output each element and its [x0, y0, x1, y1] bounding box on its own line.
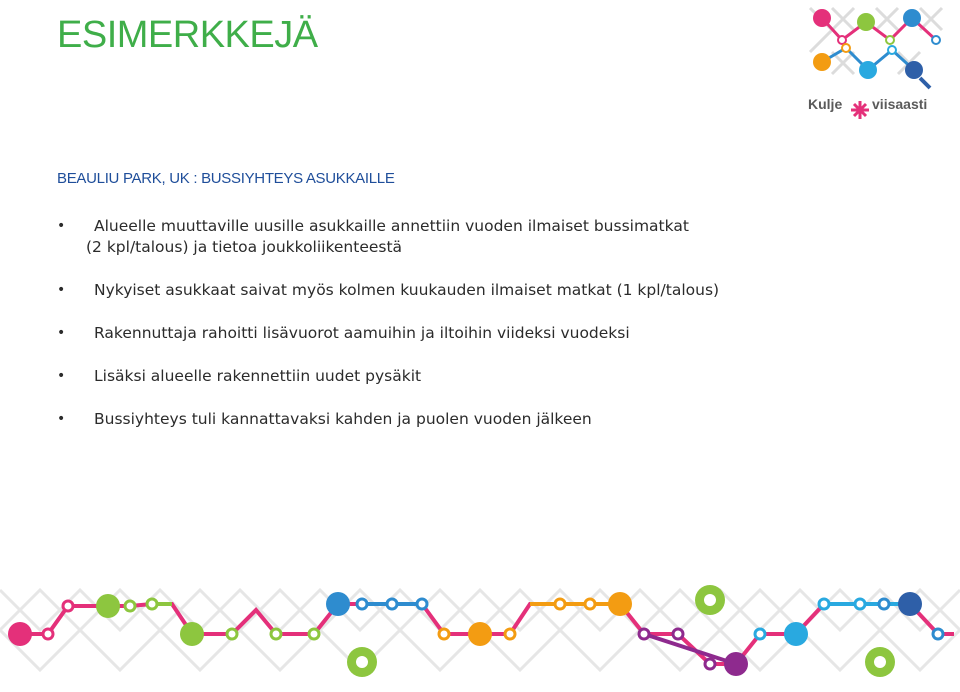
logo-word-viisaasti: viisaasti: [872, 96, 928, 112]
list-item-text: Bussiyhteys tuli kannattavaksi kahden ja puolen vuoden jälkeen: [94, 410, 592, 428]
page-subtitle: BEAULIU PARK, UK : BUSSIYHTEYS ASUKKAILLE: [57, 170, 395, 187]
logo-wordmark: [808, 96, 927, 112]
bullet-marker: •: [57, 411, 66, 427]
list-item-text: Nykyiset asukkaat saivat myös kolmen kuukauden ilmaiset matkat (1 kpl/talous): [94, 281, 720, 299]
train-icon: [468, 622, 492, 646]
metro-icon: [784, 622, 808, 646]
logo-word-kulje: Kulje: [808, 96, 843, 112]
list-item-text-continued: (2 kpl/talous) ja tietoa joukkoliikenteestä: [86, 238, 403, 256]
bus-icon: [903, 9, 921, 27]
list-item: [57, 409, 777, 430]
car-icon: [905, 61, 923, 79]
list-item: [57, 216, 777, 258]
car-icon: [898, 592, 922, 616]
pedestrian-icon: [813, 9, 831, 27]
ship-icon: [326, 592, 350, 616]
bullet-marker: •: [57, 368, 66, 384]
bicycle-icon: [96, 594, 120, 618]
gear-icon: [695, 585, 725, 615]
list-item-text: Rakennuttaja rahoitti lisävuorot aamuihin ja iltoihin viideksi vuodeksi: [94, 324, 630, 342]
pedestrian-icon: [8, 622, 32, 646]
gear-icon: [865, 647, 895, 677]
list-item: [57, 323, 777, 344]
transit-route-decoration: [0, 570, 960, 692]
bullet-marker: •: [57, 282, 66, 298]
list-item-text: Lisäksi alueelle rakennettiin uudet pysäkit: [94, 367, 422, 385]
tram-icon: [724, 652, 748, 676]
bullet-marker: •: [57, 218, 66, 234]
gear-icon: [347, 647, 377, 677]
page-title: ESIMERKKEJÄ: [57, 14, 318, 56]
bullet-list: [57, 216, 777, 452]
airplane-icon: [608, 592, 632, 616]
list-item: [57, 280, 777, 301]
bullet-marker: •: [57, 325, 66, 341]
metro-icon: [859, 61, 877, 79]
bus-icon: [180, 622, 204, 646]
list-item: [57, 366, 777, 387]
list-item-text: Alueelle muuttaville uusille asukkaille annettiin vuoden ilmaiset bussimatkat: [94, 217, 689, 235]
train-icon: [813, 53, 831, 71]
bicycle-icon: [857, 13, 875, 31]
